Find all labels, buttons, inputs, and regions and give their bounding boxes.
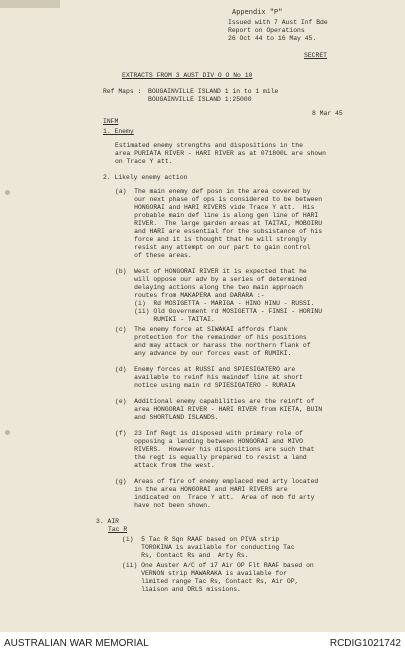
- air-item-line: TOROKINA is available for conducting Tac: [122, 544, 295, 551]
- para-a-line: force and it is thought that he will strongly: [115, 236, 307, 243]
- para-a-line: resist any attempt on our part to gain control: [115, 244, 311, 251]
- para-c-line: (c) The enemy force at SIWAKAI affords flank: [115, 326, 288, 333]
- dates-line: 26 Oct 44 to 16 May 45.: [228, 35, 317, 42]
- para-f-line: (f) 23 Inf Regt is disposed with primary role of: [115, 430, 303, 437]
- page-edge-shadow: [0, 0, 60, 8]
- para-b-line: (ii) Old Government rd MOSIGETTA - FINSI - HORINU: [115, 308, 323, 315]
- likely-heading: 2. Likely enemy action: [103, 174, 188, 181]
- section-title: INFM: [103, 118, 119, 125]
- para-a-line: (a) The main enemy def posn in the area covered by: [115, 188, 311, 195]
- para-a-line: our next phase of ops is considered to be between: [115, 196, 323, 203]
- ref-map-1: BOUGAINVILLE ISLAND 1 in to 1 mile: [148, 88, 279, 95]
- report-line: Report on Operations: [228, 27, 305, 34]
- para-g-line: (g) Areas of fire of enemy emplaced med arty located: [115, 478, 319, 485]
- air-item-line: VERNON strip MAWARAKA is available for: [122, 570, 287, 577]
- archive-name: AUSTRALIAN WAR MEMORIAL: [4, 637, 149, 649]
- para-f-line: opposing a landing between HONGORAI and MIVO: [115, 438, 303, 445]
- para-g-line: indicated on Trace Y att. Area of mob fd arty: [115, 494, 315, 501]
- order-date: 8 Mar 45: [312, 110, 343, 117]
- enemy-line: on Trace Y att.: [115, 158, 173, 165]
- para-b-line: RUMIKI - TAITAI.: [115, 316, 215, 323]
- air-item-line: Rs, Contact Rs and Arty Rs.: [122, 552, 249, 559]
- enemy-heading: 1. Enemy: [103, 128, 134, 135]
- para-b-line: (i) Rd MOSIGETTA - MARIGA - HINO HINU - RUSSI.: [115, 300, 315, 307]
- air-item-line: (ii) One Auster A/C of 17 Air OP Flt RAAF based on: [122, 562, 314, 569]
- para-a-line: HONGORAI and HARI RIVERS vide Trace Y att. His: [115, 204, 315, 211]
- air-item-line: limited range Tac Rs, Contact Rs, Air OP,: [122, 578, 299, 585]
- appendix-label: Appendix "P": [232, 9, 283, 17]
- para-g-line: in the area HONGORAI and HARI RIVERS are: [115, 486, 288, 493]
- enemy-line: area PURIATA RIVER - HARI RIVER as at 071800L are shown: [115, 150, 326, 157]
- para-f-line: RIVERS. However his dispositions are such that: [115, 446, 315, 453]
- para-d-line: notice using main rd SPIESIGATERO - RURAIA: [115, 382, 296, 389]
- para-e-line: and SHORTLAND ISLANDS.: [115, 414, 219, 421]
- ref-maps-label: Ref Maps :: [103, 88, 142, 95]
- para-b-line: (b) West of HONGORAI RIVER it is expected that he: [115, 268, 307, 275]
- para-b-line: routes from MAKAPERA and DARARA :-: [115, 292, 265, 299]
- punch-hole: [5, 190, 10, 195]
- para-a-line: RIVER. The large garden areas at TAITAI, MOBOIRU: [115, 220, 323, 227]
- para-c-line: any advance by our forces east of RUMIKI.: [115, 350, 292, 357]
- para-e-line: (e) Additional enemy capabilities are the reinft of: [115, 398, 315, 405]
- para-d-line: available to reinf his maindef line at short: [115, 374, 303, 381]
- tac-r-subheading: Tac R: [108, 526, 128, 533]
- para-f-line: the regt is equally prepared to resist a land: [115, 454, 307, 461]
- para-f-line: attack from the west.: [115, 462, 215, 469]
- para-g-line: have not been shown.: [115, 502, 211, 509]
- para-c-line: and may attack or harass the northern flank of: [115, 342, 311, 349]
- para-b-line: delaying actions along the two main approach: [115, 284, 303, 291]
- para-a-line: and HARI are essential for the subsistance of his: [115, 228, 323, 235]
- para-a-line: probable main def line is along gen line of HARI: [115, 212, 319, 219]
- issued-line: Issued with 7 Aust Inf Bde: [228, 19, 328, 26]
- punch-hole: [5, 430, 10, 435]
- document-title: EXTRACTS FROM 3 AUST DIV O O No 10: [122, 72, 253, 79]
- enemy-line: Estimated enemy strengths and dispositions in the: [115, 142, 303, 149]
- para-e-line: area HONGORAI RIVER - HARI RIVER from KIETA, BUIN: [115, 406, 323, 413]
- para-d-line: (d) Enemy forces at RUSSI and SPIESIGATERO are: [115, 366, 296, 373]
- air-heading: 3. AIR: [96, 518, 120, 525]
- para-a-line: of these areas.: [115, 252, 192, 259]
- classification: SECRET: [304, 52, 328, 59]
- air-item-line: liaison and DRLS missions.: [122, 586, 241, 593]
- para-b-line: will oppose our adv by a series of determined: [115, 276, 307, 283]
- archive-footer: [0, 632, 405, 654]
- archive-reference: RCDIG1021742: [329, 637, 401, 649]
- ref-map-2: BOUGAINVILLE ISLAND 1:25000: [148, 96, 252, 103]
- air-item-line: (i) 5 Tac R Sqn RAAF based on PIVA strip: [122, 536, 280, 543]
- para-c-line: protection for the remainder of his positions: [115, 334, 307, 341]
